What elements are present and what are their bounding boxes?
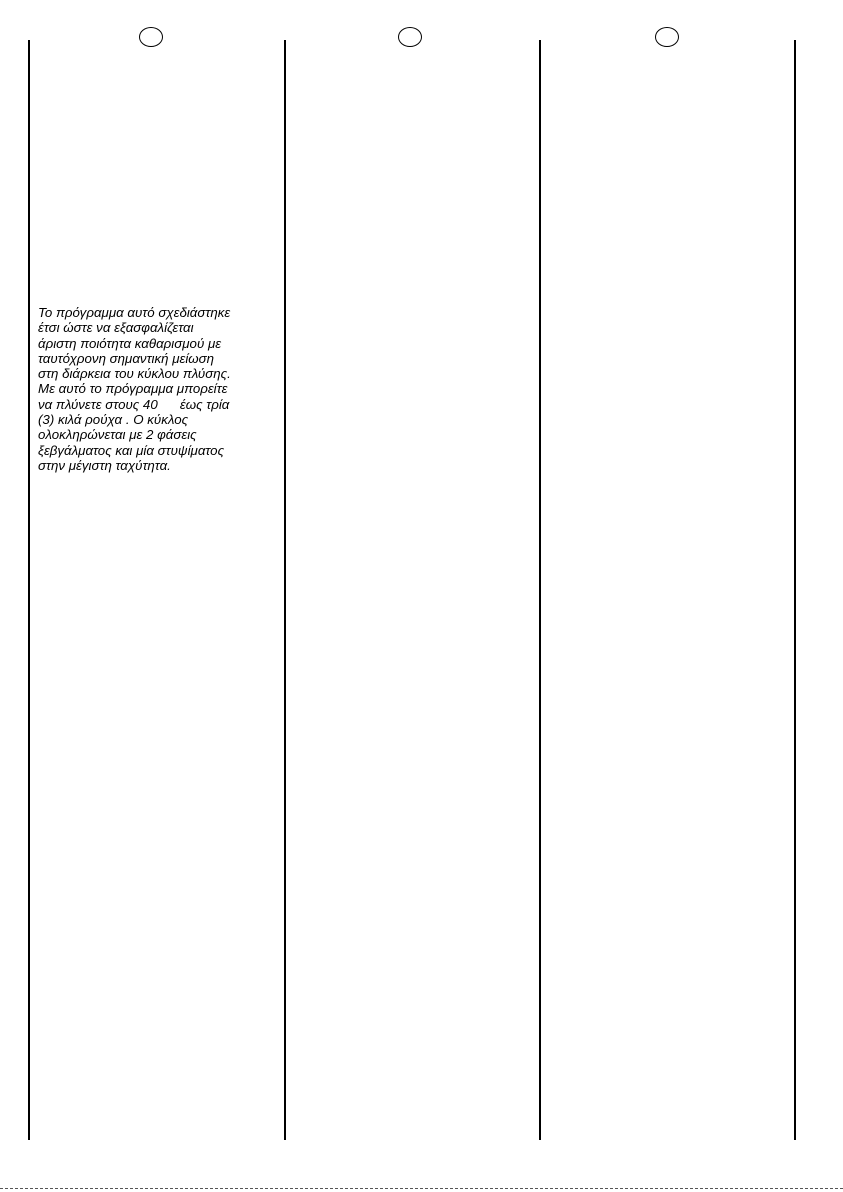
text-line: να πλύνετε στους 40 έως τρία	[38, 396, 230, 412]
program-description	[38, 305, 278, 473]
text-line: Με αυτό το πρόγραμμα μπορείτε	[38, 381, 228, 397]
text-line: άριστη ποιότητα καθαρισμού με	[38, 335, 222, 351]
text-line: Το πρόγραμμα αυτό σχεδιάστηκε	[38, 305, 231, 320]
text-line: έτσι ώστε να εξασφαλίζεται	[38, 320, 194, 336]
language-marker-circle-2	[398, 27, 422, 47]
bottom-crop-edge	[0, 1188, 843, 1189]
text-line: ξεβγάλματος και μία στυψίματος	[38, 442, 225, 458]
column-divider-4	[794, 40, 796, 1140]
text-line: στην μέγιστη ταχύτητα.	[38, 457, 171, 473]
text-line: στη διάρκεια του κύκλου πλύσης.	[38, 366, 231, 382]
text-line: ταυτόχρονη σημαντική μείωση	[38, 350, 215, 366]
text-line: ολοκληρώνεται με 2 φάσεις	[38, 427, 197, 443]
language-marker-circle-3	[655, 27, 679, 47]
column-divider-1	[28, 40, 30, 1140]
language-marker-circle-1	[139, 27, 163, 47]
column-divider-3	[539, 40, 541, 1140]
column-divider-2	[284, 40, 286, 1140]
text-line: (3) κιλά ρούχα . Ο κύκλος	[38, 412, 189, 428]
